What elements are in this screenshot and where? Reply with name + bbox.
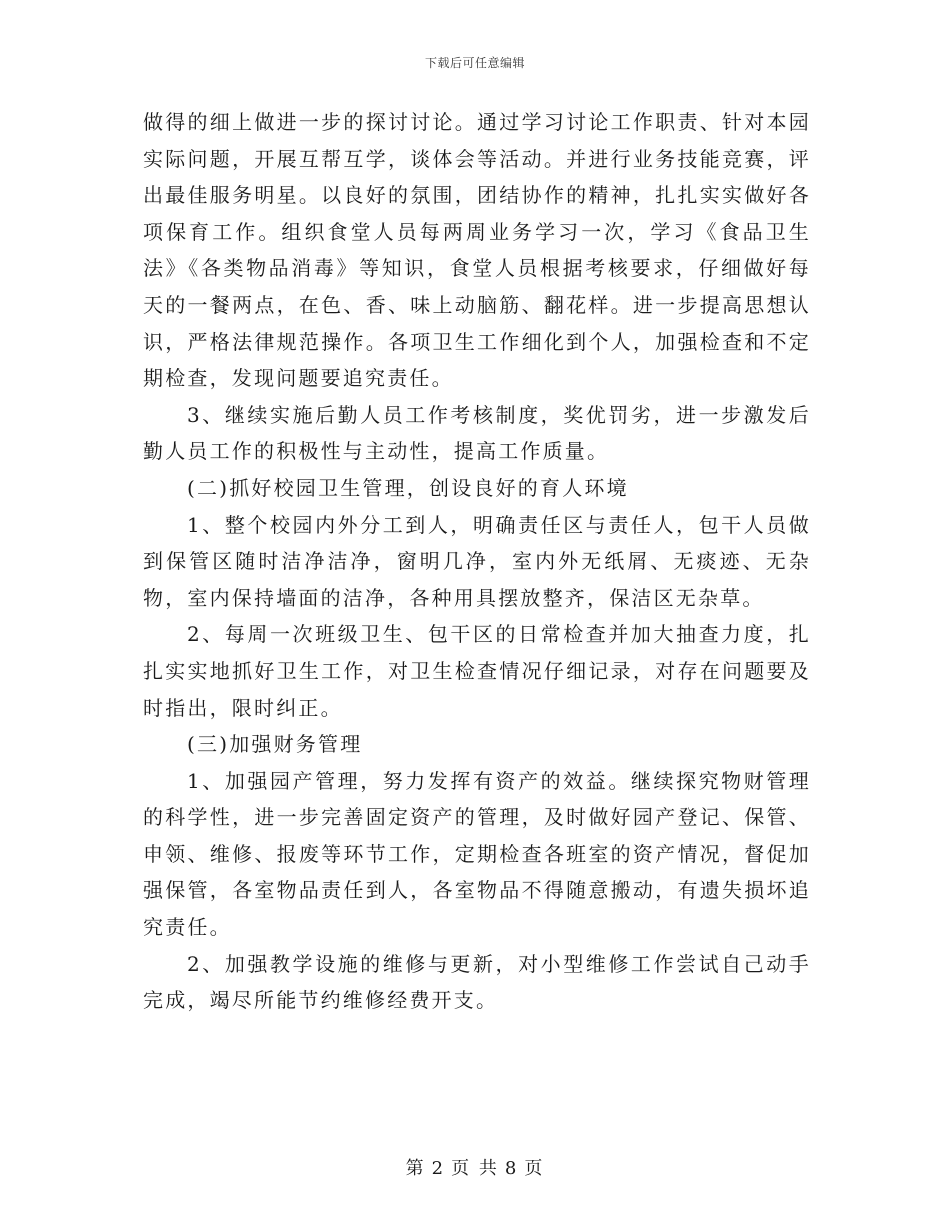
page-header-note: 下载后可任意编辑 [424,56,525,70]
footer-total-pages: 8 [504,1158,519,1179]
paragraph-2: 3、继续实施后勤人员工作考核制度，奖优罚劣，进一步激发后勤人员工作的积极性与主动性，提高工作质量。 [143,402,811,464]
paragraph-1: 做得的细上做进一步的探讨讨论。通过学习讨论工作职责、针对本园实际问题，开展互帮互学，谈体会等活动。并进行业务技能竞赛，评出最佳服务明星。以良好的氛围，团结协作的精神，扎扎实实做好各项保育工作。组织食堂人员每两周业务学习一次，学习《食品卫生法》《各类物品消毒》等知识，食堂人员根据考核要求，仔细做好每天的一餐两点，在色、香、味上动脑筋、翻花样。进一步提高思想认识，严格法律规范操作。各项卫生工作细化到个人，加强检查和不定期检查，发现问题要追究责任。 [143,110,811,391]
paragraph-6: 2、加强教学设施的维修与更新，对小型维修工作尝试自己动手完成，竭尽所能节约维修经费开支。 [143,951,811,1013]
section-heading-2: (二)抓好校园卫生管理，创设良好的育人环境 [187,475,629,500]
footer-middle: 页 共 [451,1158,499,1179]
paragraph-4: 2、每周一次班级卫生、包干区的日常检查并加大抽查力度，扎扎实实地抓好卫生工作，对卫生检查情况仔细记录，对存在问题要及时指出，限时纠正。 [143,622,811,720]
footer-suffix: 页 [524,1158,545,1179]
paragraph-5: 1、加强园产管理，努力发挥有资产的效益。继续探究物财管理的科学性，进一步完善固定资产的管理，及时做好园产登记、保管、申领、维修、报废等环节工作，定期检查各班室的资产情况，督促加强保管，各室物品责任到人，各室物品不得随意搬动，有遗失损坏追究责任。 [143,768,811,940]
footer-prefix: 第 [405,1158,426,1179]
paragraph-3: 1、整个校园内外分工到人，明确责任区与责任人，包干人员做到保管区随时洁净洁净，窗明几净，室内外无纸屑、无痰迹、无杂物，室内保持墙面的洁净，各种用具摆放整齐，保洁区无杂草。 [143,512,811,610]
footer-current-page: 2 [431,1158,446,1179]
document-body [143,104,811,1019]
section-heading-3: (三)加强财务管理 [187,732,363,757]
page-footer [0,1154,950,1180]
